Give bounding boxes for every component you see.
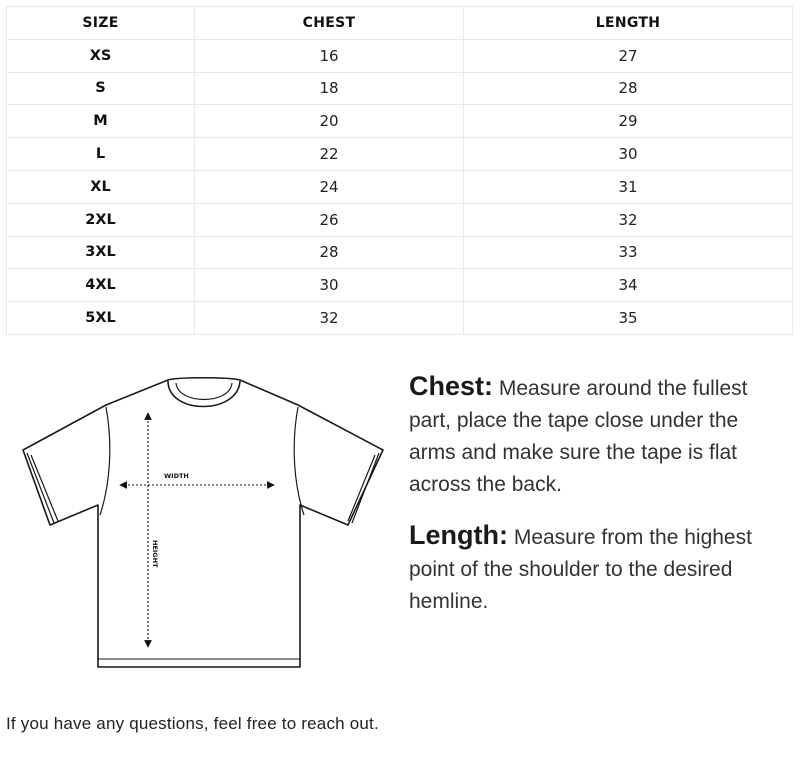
chest-cell: 18: [195, 72, 464, 105]
size-cell: 4XL: [7, 269, 195, 302]
length-cell: 30: [464, 138, 793, 171]
chest-term: Chest:: [409, 371, 494, 401]
chest-cell: 20: [195, 105, 464, 138]
size-cell: 3XL: [7, 236, 195, 269]
chest-instructions: [409, 370, 789, 501]
chest-cell: 24: [195, 170, 464, 203]
size-cell: L: [7, 138, 195, 171]
size-cell: XS: [7, 39, 195, 72]
table-row: [7, 39, 793, 72]
length-text: Measure from the highest point of the shoulder to the desired hemline.: [409, 526, 752, 613]
length-cell: 32: [464, 203, 793, 236]
length-cell: 34: [464, 269, 793, 302]
table-row: [7, 72, 793, 105]
table-row: [7, 138, 793, 171]
table-header-row: [7, 7, 793, 40]
header-length: LENGTH: [464, 7, 793, 40]
header-size: SIZE: [7, 7, 195, 40]
length-term: Length:: [409, 520, 508, 550]
chest-cell: 30: [195, 269, 464, 302]
chest-cell: 22: [195, 138, 464, 171]
table-row: [7, 105, 793, 138]
table-row: [7, 203, 793, 236]
size-cell: S: [7, 72, 195, 105]
collar: [168, 381, 240, 407]
length-cell: 33: [464, 236, 793, 269]
size-cell: 2XL: [7, 203, 195, 236]
size-cell: 5XL: [7, 302, 195, 335]
chest-cell: 16: [195, 39, 464, 72]
length-cell: 29: [464, 105, 793, 138]
tshirt-outline: [23, 378, 383, 667]
size-cell: XL: [7, 170, 195, 203]
length-cell: 27: [464, 39, 793, 72]
chest-cell: 26: [195, 203, 464, 236]
length-cell: 35: [464, 302, 793, 335]
height-label: HEIGHT: [151, 540, 159, 568]
chest-cell: 28: [195, 236, 464, 269]
length-instructions: [409, 519, 789, 618]
chest-text: Measure around the fullest part, place the tape close under the arms and make sure the tape is flat across the back.: [409, 377, 748, 496]
footer-note: If you have any questions, feel free to reach out.: [6, 714, 379, 733]
size-cell: M: [7, 105, 195, 138]
tshirt-diagram: [18, 375, 388, 685]
table-row: [7, 269, 793, 302]
table-row: [7, 302, 793, 335]
size-chart-table: [6, 6, 793, 335]
header-chest: CHEST: [195, 7, 464, 40]
width-label: WIDTH: [164, 472, 189, 480]
table-row: [7, 236, 793, 269]
length-cell: 28: [464, 72, 793, 105]
table-row: [7, 170, 793, 203]
chest-cell: 32: [195, 302, 464, 335]
length-cell: 31: [464, 170, 793, 203]
